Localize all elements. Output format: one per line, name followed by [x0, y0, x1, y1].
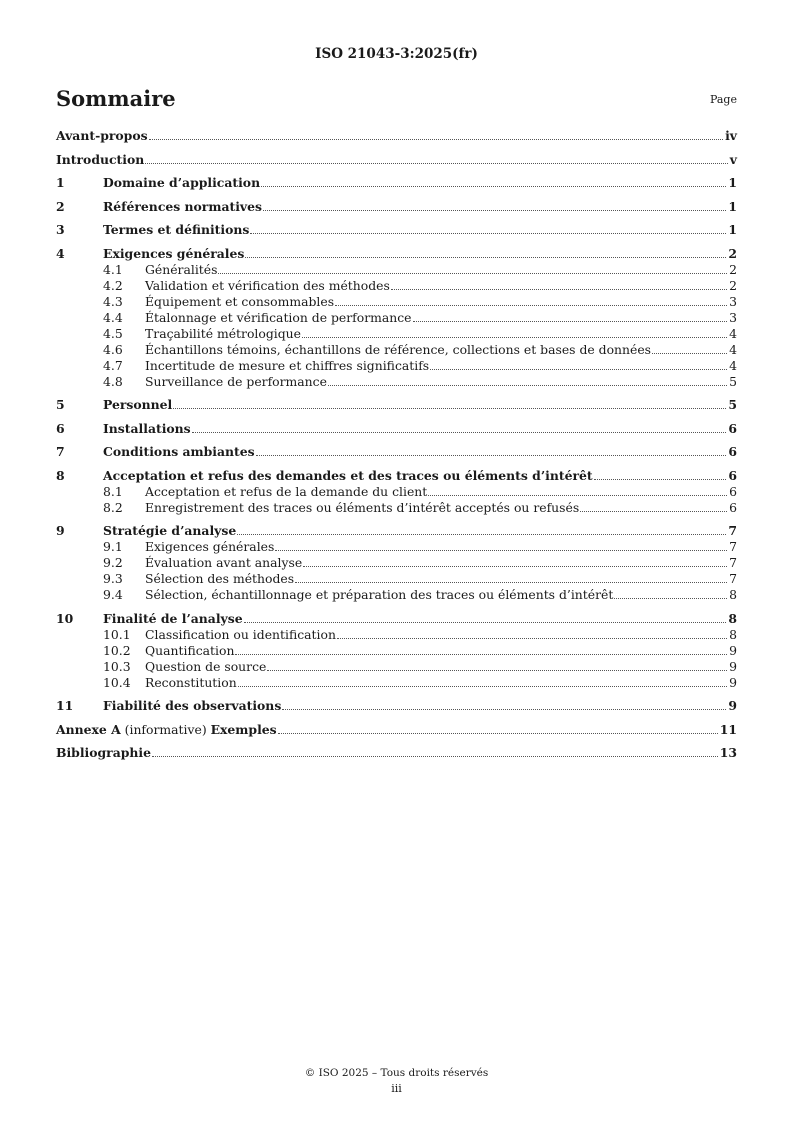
toc-entry-page: 6	[728, 467, 737, 483]
toc-subentry-label: Reconstitution	[145, 674, 237, 690]
toc-entry[interactable]	[56, 128, 737, 144]
toc-subentry-page: 7	[729, 555, 737, 570]
dot-leader	[391, 289, 727, 290]
dot-leader	[614, 598, 727, 599]
dot-leader	[263, 210, 726, 211]
toc-entry[interactable]	[56, 722, 737, 738]
dot-leader	[238, 686, 727, 687]
toc-entry-page: 8	[728, 610, 737, 626]
toc-subentry-label: Évaluation avant analyse	[145, 555, 303, 570]
toc-subentry[interactable]	[56, 342, 737, 358]
toc-entry-number: 8	[56, 467, 65, 483]
toc-subentry-page: 9	[729, 674, 737, 690]
toc-subentry-label: Sélection des méthodes	[145, 571, 295, 586]
toc-subentry-page: 9	[729, 658, 737, 674]
toc-entry-number: 6	[56, 420, 65, 436]
toc-subentry-number: 10.4	[103, 674, 131, 690]
dot-leader	[282, 709, 726, 710]
toc-subentry-label: Quantification	[145, 642, 235, 658]
toc-subentry[interactable]	[56, 643, 737, 659]
toc-subentry-number: 4.6	[103, 341, 123, 357]
dot-leader	[235, 654, 727, 655]
toc-entry-label	[103, 246, 244, 262]
toc-subentry-number: 9.2	[103, 555, 123, 570]
toc-entry-label-text: Installations	[103, 420, 191, 436]
toc-entry[interactable]	[56, 444, 737, 460]
dot-leader	[428, 495, 727, 496]
toc-entry-page: 13	[719, 745, 737, 760]
toc-entry-label-text: Personnel	[103, 397, 173, 412]
toc-entry-page: 7	[728, 523, 737, 538]
toc-entry[interactable]	[56, 523, 737, 539]
toc-entry-number: 2	[56, 198, 65, 214]
toc-subentry-page: 5	[729, 373, 737, 389]
toc-entry-page: 6	[728, 420, 737, 436]
toc-entry-label-qualifier: (informative)	[120, 721, 211, 737]
toc-entry-label	[103, 421, 191, 437]
toc-entry-label-text: Bibliographie	[56, 745, 152, 760]
dot-leader	[275, 550, 727, 551]
dot-leader	[267, 670, 727, 671]
dot-leader	[580, 511, 727, 512]
toc-subentry-page: 2	[729, 261, 737, 277]
dot-leader	[278, 733, 718, 734]
toc-subentry-page: 4	[729, 357, 737, 373]
toc-subentry-label: Sélection, échantillonnage et préparation des traces ou éléments d’intérêt	[145, 587, 614, 602]
toc-subentry-number: 10.2	[103, 642, 131, 658]
toc-entry-page: iv	[725, 128, 737, 143]
toc-subentry-number: 4.5	[103, 325, 123, 341]
toc-entry-number: 5	[56, 397, 65, 412]
dot-leader	[256, 455, 727, 456]
toc-entry[interactable]	[56, 468, 737, 484]
toc-subentry-number: 9.1	[103, 539, 123, 554]
toc-entry[interactable]	[56, 698, 737, 714]
toc-subentry[interactable]	[56, 555, 737, 571]
toc-subentry-label: Équipement et consommables	[145, 293, 335, 309]
toc-entry-label	[56, 152, 144, 168]
toc-subentry-label: Surveillance de performance	[145, 373, 327, 389]
toc-entry-label	[56, 745, 151, 761]
toc-subentry[interactable]	[56, 484, 737, 500]
toc-subentry-page: 3	[729, 309, 737, 325]
toc-entry[interactable]	[56, 397, 737, 413]
toc-subentry-number: 4.3	[103, 293, 123, 309]
toc-entry-number: 4	[56, 245, 65, 261]
dot-leader	[261, 186, 726, 187]
toc-subentry-number: 10.1	[103, 626, 131, 642]
toc-entry-label	[103, 222, 249, 238]
toc-entry-label-title: Exemples	[210, 721, 277, 737]
toc-entry-page: 9	[728, 698, 737, 713]
toc-subentry-number: 8.1	[103, 483, 123, 499]
toc-entry-label-text: Introduction	[56, 151, 145, 167]
toc-entry-page: 1	[728, 175, 737, 190]
dot-leader	[192, 432, 727, 433]
dot-leader	[413, 321, 728, 322]
table-of-contents	[56, 128, 737, 761]
dot-leader	[337, 638, 727, 639]
toc-subentry-number: 9.3	[103, 571, 123, 586]
toc-entry-page: v	[729, 151, 737, 167]
toc-entry-label-text: Termes et définitions	[103, 222, 250, 237]
toc-subentry[interactable]	[56, 539, 737, 555]
toc-entry[interactable]	[56, 611, 737, 627]
dot-leader	[594, 479, 727, 480]
toc-subentry[interactable]	[56, 294, 737, 310]
toc-entry-number: 3	[56, 222, 65, 237]
toc-entry-number: 9	[56, 523, 65, 538]
toc-subentry-label: Classification ou identification	[145, 626, 336, 642]
dot-leader	[302, 337, 727, 338]
toc-entry-label-text: Annexe A	[56, 721, 121, 737]
toc-entry-label	[103, 523, 236, 539]
dot-leader	[173, 408, 726, 409]
toc-subentry[interactable]	[56, 571, 737, 587]
toc-entry-label-text: Finalité de l’analyse	[103, 610, 243, 626]
toc-subentry-number: 4.4	[103, 309, 123, 325]
toc-entry[interactable]	[56, 152, 737, 168]
dot-leader	[652, 353, 727, 354]
toc-subentry-page: 4	[729, 341, 737, 357]
toc-entry-number: 11	[56, 698, 74, 713]
toc-subentry-number: 4.1	[103, 261, 123, 277]
dot-leader	[430, 369, 727, 370]
toc-entry-page: 6	[728, 444, 737, 459]
toc-subentry-label: Étalonnage et vérification de performance	[145, 309, 412, 325]
dot-leader	[218, 273, 727, 274]
toc-entry-label-text: Exigences générales	[103, 245, 245, 261]
toc-entry-label	[103, 698, 281, 714]
toc-subentry-number: 4.8	[103, 373, 123, 389]
toc-subentry-page: 6	[729, 483, 737, 499]
toc-subentry-page: 2	[729, 277, 737, 293]
toc-subentry-label: Généralités	[145, 261, 218, 277]
toc-subentry-label: Acceptation et refus de la demande du client	[145, 483, 428, 499]
document-id-header: ISO 21043-3:2025(fr)	[315, 46, 478, 62]
toc-entry[interactable]	[56, 199, 737, 215]
toc-entry-label	[103, 175, 260, 191]
toc-subentry-label: Validation et vérification des méthodes	[145, 277, 390, 293]
toc-subentry-number: 4.7	[103, 357, 123, 373]
toc-entry-label	[103, 199, 262, 215]
toc-subentry-page: 7	[729, 571, 737, 586]
toc-subentry-page: 4	[729, 325, 737, 341]
toc-entry-page: 5	[728, 397, 737, 412]
toc-subentry-number: 8.2	[103, 499, 123, 515]
toc-entry-label	[103, 468, 593, 484]
dot-leader	[237, 534, 726, 535]
toc-subentry[interactable]	[56, 326, 737, 342]
toc-subentry[interactable]	[56, 659, 737, 675]
dot-leader	[335, 305, 727, 306]
toc-subentry[interactable]	[56, 587, 737, 603]
toc-subentry[interactable]	[56, 500, 737, 516]
toc-subentry[interactable]	[56, 310, 737, 326]
toc-subentry-page: 6	[729, 499, 737, 515]
toc-entry-page: 2	[728, 245, 737, 261]
toc-entry-number: 7	[56, 444, 65, 459]
toc-title: Sommaire	[56, 86, 176, 111]
toc-entry-number: 10	[56, 610, 74, 626]
toc-subentry-label: Enregistrement des traces ou éléments d’intérêt acceptés ou refusés	[145, 499, 580, 515]
toc-entry-label	[56, 128, 148, 144]
toc-entry-number: 1	[56, 175, 65, 190]
dot-leader	[145, 163, 728, 164]
toc-entry-label-text: Conditions ambiantes	[103, 444, 255, 459]
dot-leader	[152, 756, 718, 757]
dot-leader	[303, 566, 727, 567]
toc-subentry-number: 10.3	[103, 658, 131, 674]
dot-leader	[244, 622, 727, 623]
toc-entry[interactable]	[56, 745, 737, 761]
toc-entry[interactable]	[56, 246, 737, 262]
toc-subentry-label: Exigences générales	[145, 539, 275, 554]
toc-subentry-label: Question de source	[145, 658, 267, 674]
toc-subentry-page: 7	[729, 539, 737, 554]
toc-subentry-label: Échantillons témoins, échantillons de référence, collections et bases de données	[145, 341, 652, 357]
toc-entry-page: 1	[728, 222, 737, 237]
toc-entry-label-text: Domaine d’application	[103, 175, 261, 190]
toc-entry-label-text: Fiabilité des observations	[103, 698, 282, 713]
dot-leader	[245, 257, 726, 258]
toc-subentry-page: 9	[729, 642, 737, 658]
dot-leader	[295, 582, 727, 583]
dot-leader	[250, 233, 726, 234]
toc-subentry-page: 8	[729, 587, 737, 602]
toc-subentry[interactable]	[56, 675, 737, 691]
toc-subentry[interactable]	[56, 262, 737, 278]
toc-subentry[interactable]	[56, 358, 737, 374]
toc-entry-label	[103, 444, 255, 460]
toc-subentry[interactable]	[56, 278, 737, 294]
toc-subentry-label: Incertitude de mesure et chiffres significatifs	[145, 357, 430, 373]
toc-entry-label	[103, 611, 243, 627]
dot-leader	[149, 139, 724, 140]
toc-title-row	[56, 86, 737, 116]
toc-entry-label-text: Stratégie d’analyse	[103, 523, 237, 538]
toc-subentry-number: 9.4	[103, 587, 123, 602]
toc-subentry-page: 8	[729, 626, 737, 642]
toc-subentry[interactable]	[56, 627, 737, 643]
toc-entry-label-text: Avant-propos	[56, 128, 148, 143]
page-column-label: Page	[709, 93, 737, 106]
toc-entry-label	[56, 722, 277, 738]
toc-entry[interactable]	[56, 175, 737, 191]
toc-subentry[interactable]	[56, 374, 737, 390]
toc-entry-label	[103, 397, 172, 413]
page-number: iii	[391, 1082, 402, 1095]
toc-entry-page: 1	[728, 198, 737, 214]
toc-subentry-page: 3	[729, 293, 737, 309]
toc-subentry-label: Traçabilité métrologique	[145, 325, 301, 341]
toc-entry-label-text: Acceptation et refus des demandes et des traces ou éléments d’intérêt	[103, 467, 593, 483]
toc-entry[interactable]	[56, 222, 737, 238]
toc-entry-label-text: Références normatives	[103, 198, 262, 214]
toc-entry[interactable]	[56, 421, 737, 437]
copyright-footer: © ISO 2025 – Tous droits réservés	[304, 1067, 489, 1079]
toc-subentry-number: 4.2	[103, 277, 123, 293]
toc-entry-page: 11	[719, 721, 737, 737]
dot-leader	[328, 385, 727, 386]
